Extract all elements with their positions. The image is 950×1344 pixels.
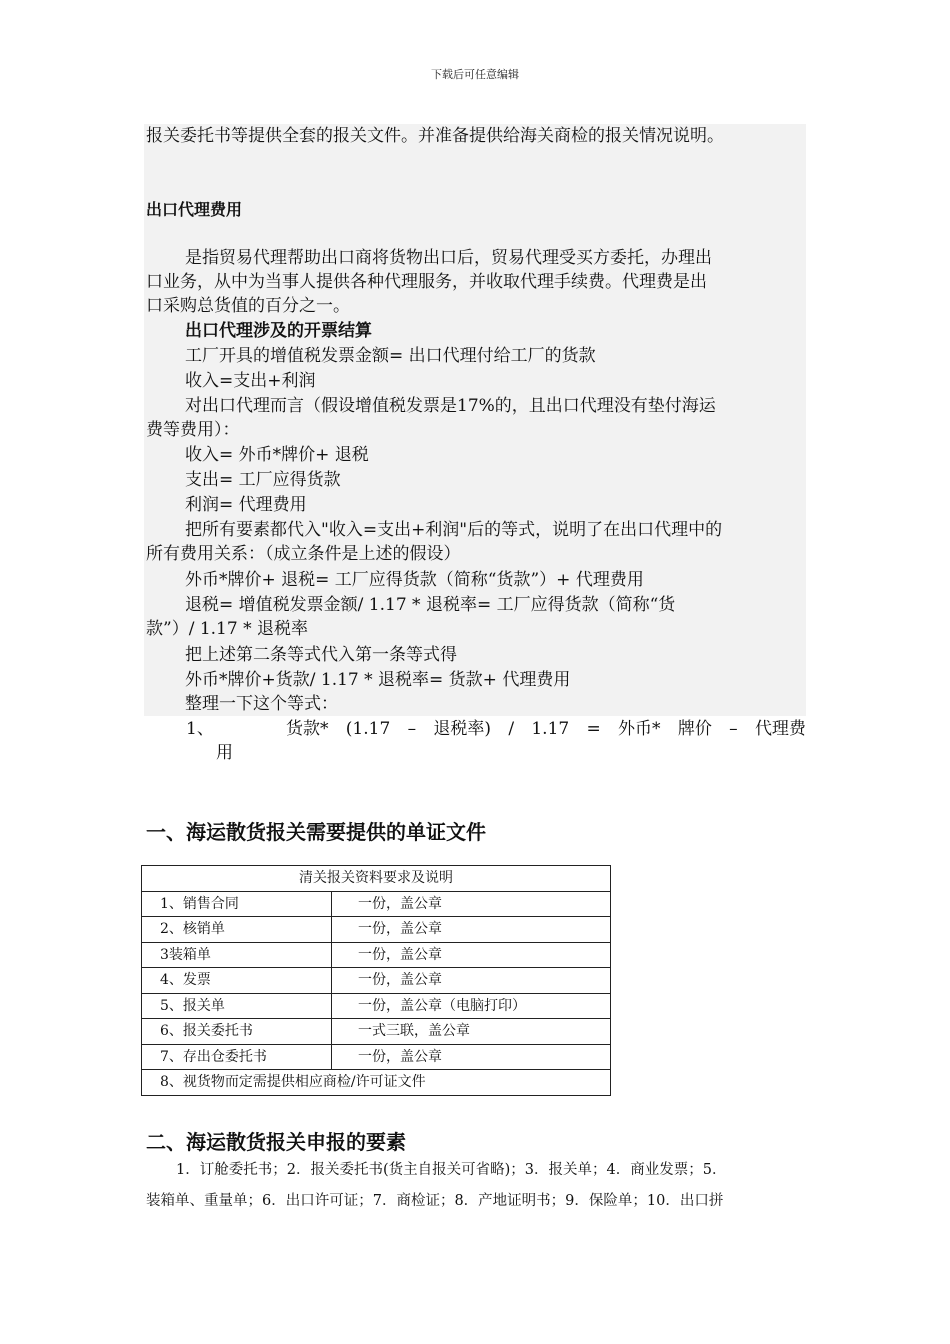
agency-para-line: 是指贸易代理帮助出口商将货物出口后，贸易代理受买方委托，办理出 [185, 248, 712, 268]
table-cell-item: 3装箱单 [142, 942, 332, 968]
formula-token: / [508, 719, 515, 739]
formula-token: = [586, 719, 601, 739]
section2-line: 1．订舱委托书；2．报关委托书(货主自报关可省略)；3．报关单；4．商业发票；5． [176, 1162, 727, 1178]
table-row [142, 993, 611, 1019]
formula-line: 所有费用关系：（成立条件是上述的假设） [146, 544, 461, 564]
documents-table [141, 865, 611, 1096]
formula-line: 外币*牌价+货款/ 1.17 * 退税率= 货款+ 代理费用 [185, 670, 571, 690]
formula-line: 收入= 外币*牌价+ 退税 [185, 445, 369, 465]
formula-body [286, 717, 806, 741]
table-cell-desc: 一份，盖公章 [332, 917, 611, 943]
table-footer-row [142, 1070, 611, 1096]
formula-line: 外币*牌价+ 退税= 工厂应得货款（简称“货款”）+ 代理费用 [185, 570, 644, 590]
table-cell-item: 6、报关委托书 [142, 1019, 332, 1045]
agency-heading: 出口代理费用 [146, 200, 243, 219]
table-row [142, 1044, 611, 1070]
table-row [142, 1019, 611, 1045]
formula-line: 对出口代理而言（假设增值税发票是17%的，且出口代理没有垫付海运 [185, 396, 716, 416]
table-cell-item: 7、存出仓委托书 [142, 1044, 332, 1070]
formula-token: (1.17 [345, 719, 391, 739]
table-cell-desc: 一份，盖公章 [332, 1044, 611, 1070]
formula-line: 工厂开具的增值税发票金额= 出口代理付给工厂的货款 [185, 346, 596, 366]
formula-line: 款”）/ 1.17 * 退税率 [146, 619, 308, 639]
table-footer-cell: 8、视货物而定需提供相应商检/许可证文件 [142, 1070, 611, 1096]
agency-sub-heading: 出口代理涉及的开票结算 [185, 321, 372, 341]
formula-line: 费等费用）： [146, 420, 240, 440]
table-cell-desc: 一份，盖公章 [332, 942, 611, 968]
table-row [142, 917, 611, 943]
agency-para-line: 口业务，从中为当事人提供各种代理服务，并收取代理手续费。代理费是出 [146, 272, 707, 292]
intro-line: 报关委托书等提供全套的报关文件。并准备提供给海关商检的报关情况说明。 [146, 126, 724, 146]
formula-line: 退税= 增值税发票金额/ 1.17 * 退税率= 工厂应得货款（简称“货 [185, 595, 676, 615]
formula-token: – [729, 719, 738, 739]
section2-heading: 二、海运散货报关申报的要素 [146, 1130, 406, 1154]
formula-line: 整理一下这个等式： [185, 694, 338, 714]
table-cell-desc: 一份，盖公章 [332, 891, 611, 917]
formula-token: 代理费 [754, 719, 806, 739]
formula-line: 把所有要素都代入"收入=支出+利润"后的等式，说明了在出口代理中的 [185, 520, 723, 540]
table-cell-item: 4、发票 [142, 968, 332, 994]
table-cell-desc: 一式三联，盖公章 [332, 1019, 611, 1045]
table-title: 清关报关资料要求及说明 [142, 866, 611, 892]
table-cell-desc: 一份，盖公章（电脑打印） [332, 993, 611, 1019]
formula-number: 1、 [186, 719, 214, 739]
table-row [142, 891, 611, 917]
formula-token: 外币* [618, 719, 661, 739]
formula-token: 牌价 [677, 719, 712, 739]
formula-line: 把上述第二条等式代入第一条等式得 [185, 645, 457, 665]
section1-heading: 一、海运散货报关需要提供的单证文件 [146, 820, 486, 844]
formula-token: 1.17 [531, 719, 570, 739]
formula-token: – [407, 719, 417, 739]
table-row [142, 942, 611, 968]
agency-para-line: 口采购总货值的百分之一。 [146, 296, 350, 316]
formula-token: 退税率) [433, 719, 492, 739]
section2-line: 装箱单、重量单；6．出口许可证；7．商检证；8．产地证明书；9．保险单；10．出口拼 [146, 1193, 724, 1209]
formula-line: 利润= 代理费用 [185, 495, 307, 515]
formula-line: 收入=支出+利润 [185, 371, 316, 391]
table-row [142, 968, 611, 994]
formula-token: 货款* [286, 719, 329, 739]
formula-continuation: 用 [216, 743, 233, 763]
page-header: 下载后可任意编辑 [431, 68, 519, 81]
formula-line: 支出= 工厂应得货款 [185, 470, 341, 490]
table-cell-item: 5、报关单 [142, 993, 332, 1019]
table-header-row [142, 866, 611, 892]
table-cell-item: 2、核销单 [142, 917, 332, 943]
table-cell-item: 1、销售合同 [142, 891, 332, 917]
table-cell-desc: 一份，盖公章 [332, 968, 611, 994]
